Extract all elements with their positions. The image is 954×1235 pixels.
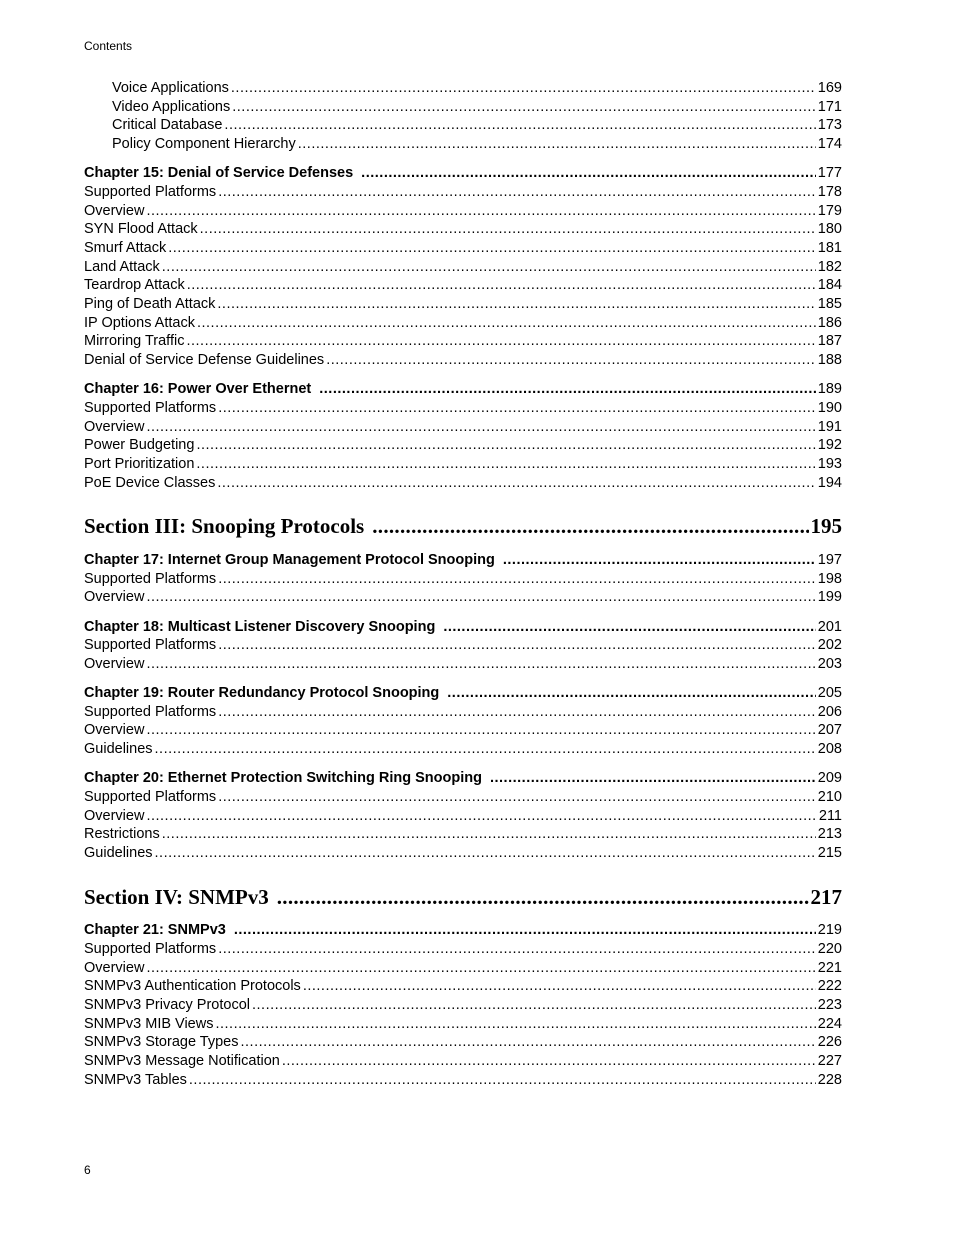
toc-entry-title: Policy Component Hierarchy [112, 136, 296, 153]
dot-leader [189, 1071, 816, 1090]
dot-leader [447, 684, 816, 703]
toc-chapter-row[interactable] [84, 164, 842, 183]
toc-entry-title: Supported Platforms [84, 637, 217, 654]
toc-page-number: 219 [817, 922, 842, 939]
toc-page-number: 188 [817, 352, 842, 369]
toc-page-number: 192 [817, 437, 842, 454]
toc-entry-row[interactable] [84, 239, 842, 258]
toc-entry-title: Land Attack [84, 258, 160, 275]
toc-entry-row[interactable] [84, 959, 842, 978]
toc-entry-row[interactable] [84, 825, 842, 844]
toc-page-number: 173 [817, 117, 842, 134]
toc-entry-row[interactable] [84, 655, 842, 674]
toc-entry-title: Section IV: SNMPv3 [84, 884, 269, 909]
toc-entry-row[interactable] [84, 183, 842, 202]
toc-page-number: 197 [817, 551, 842, 568]
toc-entry-row[interactable] [84, 1015, 842, 1034]
toc-entry-title: PoE Device Classes [84, 474, 216, 491]
dot-leader [218, 636, 816, 655]
toc-entry-title: Supported Platforms [84, 789, 217, 805]
toc-page-number: 213 [817, 826, 842, 843]
toc-sub-row[interactable] [84, 79, 842, 98]
toc-page-number: 178 [817, 183, 842, 200]
toc-entry-title: Overview [84, 589, 145, 606]
dot-leader [252, 996, 816, 1015]
toc-page-number: 223 [817, 997, 842, 1013]
dot-leader [218, 788, 816, 807]
toc-page-number: 220 [817, 940, 842, 957]
toc-chapter-row[interactable] [84, 618, 842, 637]
toc-entry-title: Chapter 17: Internet Group Management Protocol Snooping [84, 551, 495, 568]
toc-entry-row[interactable] [84, 1052, 842, 1071]
toc-entry-row[interactable] [84, 844, 842, 863]
toc-chapter-row[interactable] [84, 551, 842, 570]
dot-leader [298, 135, 816, 154]
dot-leader [218, 570, 816, 589]
toc-entry-title: Chapter 16: Power Over Ethernet [84, 381, 312, 398]
toc-entry-title: Voice Applications [112, 80, 229, 96]
dot-leader [162, 825, 816, 844]
toc-entry-title: IP Options Attack [84, 314, 195, 331]
dot-leader [162, 258, 816, 277]
toc-page-number: 209 [817, 770, 842, 787]
toc-page-number: 177 [817, 165, 842, 182]
toc-page-number: 179 [817, 202, 842, 219]
dot-leader [240, 1033, 815, 1052]
toc-chapter-row[interactable] [84, 769, 842, 788]
toc-page-number: 199 [817, 589, 842, 606]
toc-entry-title: Supported Platforms [84, 183, 217, 200]
dot-leader [490, 769, 816, 788]
toc-page-number: 194 [817, 474, 842, 491]
dot-leader [277, 883, 809, 911]
toc-entry-title: Teardrop Attack [84, 277, 185, 294]
toc-entry-title: Restrictions [84, 826, 160, 843]
toc-entry-row[interactable] [84, 570, 842, 589]
toc-page-number: 182 [817, 258, 842, 275]
dot-leader [155, 844, 816, 863]
dot-leader [168, 239, 816, 258]
toc-page-number: 201 [817, 618, 842, 635]
toc-page-number: 189 [817, 381, 842, 398]
toc-page-number: 217 [810, 884, 842, 909]
dot-leader [217, 474, 815, 493]
toc-page-number: 190 [817, 400, 842, 416]
toc-entry-row[interactable] [84, 314, 842, 333]
dot-leader [218, 399, 816, 418]
toc-page-number: 171 [817, 98, 842, 115]
toc-entry-title: Chapter 18: Multicast Listener Discovery Snooping [84, 618, 436, 635]
running-header: Contents [84, 39, 133, 53]
toc-page-number: 187 [817, 333, 842, 350]
toc-entry-title: Critical Database [112, 117, 223, 134]
dot-leader [231, 79, 816, 98]
toc-entry-row[interactable] [84, 276, 842, 295]
toc-entry-title: Chapter 15: Denial of Service Defenses [84, 165, 354, 182]
dot-leader [319, 380, 816, 399]
dot-leader [146, 721, 815, 740]
toc-entry-row[interactable] [84, 220, 842, 239]
toc-page-number: 215 [817, 845, 842, 862]
toc-page-number: 169 [817, 80, 842, 96]
toc-entry-title: Supported Platforms [84, 400, 217, 416]
toc-page-number: 222 [817, 978, 842, 995]
dot-leader [326, 351, 816, 370]
toc-entry-title: Supported Platforms [84, 940, 217, 957]
dot-leader [146, 202, 815, 221]
toc-entry-row[interactable] [84, 940, 842, 959]
toc-entry-row[interactable] [84, 258, 842, 277]
dot-leader [372, 512, 808, 540]
toc-entry-title: Denial of Service Defense Guidelines [84, 352, 325, 369]
toc-page-number: 226 [817, 1034, 842, 1051]
toc-page-number: 224 [817, 1015, 842, 1032]
dot-leader [303, 977, 816, 996]
toc-entry-title: SNMPv3 Tables [84, 1071, 187, 1088]
toc-entry-title: Chapter 21: SNMPv3 [84, 922, 226, 939]
toc-entry-row[interactable] [84, 807, 842, 826]
toc-entry-title: Supported Platforms [84, 570, 217, 587]
dot-leader [224, 116, 815, 135]
dot-leader [361, 164, 816, 183]
toc-entry-row[interactable] [84, 703, 842, 722]
toc-entry-row[interactable] [84, 202, 842, 221]
toc-entry-row[interactable] [84, 996, 842, 1015]
toc-entry-title: Overview [84, 959, 145, 976]
toc-page-number: 205 [817, 685, 842, 702]
dot-leader [503, 551, 816, 570]
toc-entry-title: Overview [84, 722, 145, 739]
dot-leader [218, 183, 816, 202]
toc-entry-row[interactable] [84, 399, 842, 418]
toc-entry-title: Overview [84, 655, 145, 672]
dot-leader [197, 314, 816, 333]
toc-section-row[interactable] [84, 883, 842, 911]
toc-entry-title: Chapter 20: Ethernet Protection Switching Ring Snooping [84, 770, 482, 787]
toc-section-row[interactable] [84, 512, 842, 540]
toc-entry-row[interactable] [84, 436, 842, 455]
toc-page-number: 184 [817, 277, 842, 294]
toc-chapter-row[interactable] [84, 684, 842, 703]
toc-entry-title: Guidelines [84, 845, 153, 862]
toc-entry-title: SNMPv3 Message Notification [84, 1053, 280, 1070]
toc-sub-row[interactable] [84, 98, 842, 117]
toc-entry-title: SNMPv3 Authentication Protocols [84, 978, 301, 995]
toc-entry-row[interactable] [84, 295, 842, 314]
toc-page-number: 191 [817, 418, 842, 435]
toc-entry-row[interactable] [84, 332, 842, 351]
toc-sub-row[interactable] [84, 116, 842, 135]
toc-entry-row[interactable] [84, 474, 842, 493]
toc-page-number: 207 [817, 722, 842, 739]
dot-leader [217, 295, 815, 314]
toc-page-number: 210 [817, 789, 842, 805]
toc-entry-title: Guidelines [84, 741, 153, 758]
toc-page-number: 193 [817, 456, 842, 473]
toc-entry-title: Overview [84, 202, 145, 219]
toc-entry-title: Overview [84, 807, 145, 824]
toc-entry-row[interactable] [84, 418, 842, 437]
dot-leader [146, 418, 815, 437]
dot-leader [146, 655, 815, 674]
dot-leader [234, 921, 816, 940]
dot-leader [443, 618, 815, 637]
toc-entry-row[interactable] [84, 588, 842, 607]
toc-page-number: 181 [817, 240, 842, 256]
toc-entry-row[interactable] [84, 977, 842, 996]
toc-entry-title: SNMPv3 MIB Views [84, 1015, 214, 1032]
dot-leader [200, 220, 816, 239]
dot-leader [146, 588, 815, 607]
dot-leader [155, 740, 816, 759]
toc-entry-title: SNMPv3 Privacy Protocol [84, 997, 250, 1013]
dot-leader [218, 703, 816, 722]
table-of-contents [84, 79, 842, 1089]
page-number: 6 [84, 1163, 91, 1177]
toc-page-number: 186 [817, 314, 842, 331]
dot-leader [215, 1015, 815, 1034]
toc-entry-row[interactable] [84, 740, 842, 759]
dot-leader [186, 332, 815, 351]
toc-entry-title: Video Applications [112, 98, 231, 115]
toc-entry-row[interactable] [84, 1071, 842, 1090]
toc-entry-title: Supported Platforms [84, 703, 217, 720]
dot-leader [232, 98, 816, 117]
dot-leader [218, 940, 816, 959]
toc-entry-row[interactable] [84, 636, 842, 655]
toc-entry-row[interactable] [84, 721, 842, 740]
toc-page-number: 208 [817, 741, 842, 758]
toc-page-number: 174 [817, 136, 842, 153]
toc-page-number: 195 [810, 514, 842, 539]
toc-entry-title: Overview [84, 418, 145, 435]
toc-chapter-row[interactable] [84, 380, 842, 399]
toc-page-number: 185 [817, 296, 842, 313]
toc-entry-row[interactable] [84, 455, 842, 474]
toc-entry-title: Power Budgeting [84, 437, 195, 454]
toc-entry-row[interactable] [84, 788, 842, 807]
toc-page-number: 227 [817, 1053, 842, 1070]
toc-page-number: 228 [817, 1071, 842, 1088]
dot-leader [187, 276, 816, 295]
toc-entry-title: Port Prioritization [84, 456, 195, 473]
toc-chapter-row[interactable] [84, 921, 842, 940]
toc-page-number: 203 [817, 655, 842, 672]
dot-leader [146, 807, 816, 826]
toc-page-number: 221 [817, 959, 842, 976]
toc-entry-title: Chapter 19: Router Redundancy Protocol Snooping [84, 685, 440, 702]
toc-entry-title: SYN Flood Attack [84, 221, 198, 238]
toc-page-number: 198 [817, 570, 842, 587]
toc-entry-row[interactable] [84, 1033, 842, 1052]
toc-entry-title: SNMPv3 Storage Types [84, 1034, 239, 1051]
toc-entry-title: Ping of Death Attack [84, 296, 216, 313]
dot-leader [196, 436, 815, 455]
dot-leader [282, 1052, 816, 1071]
toc-entry-title: Section III: Snooping Protocols [84, 514, 365, 539]
toc-page-number: 180 [817, 221, 842, 238]
toc-entry-title: Mirroring Traffic [84, 333, 185, 350]
dot-leader [196, 455, 815, 474]
toc-entry-title: Smurf Attack [84, 240, 167, 256]
toc-entry-row[interactable] [84, 351, 842, 370]
toc-sub-row[interactable] [84, 135, 842, 154]
toc-page-number: 202 [817, 637, 842, 654]
dot-leader [146, 959, 815, 978]
toc-page-number: 206 [817, 703, 842, 720]
toc-page-number: 211 [818, 807, 842, 824]
